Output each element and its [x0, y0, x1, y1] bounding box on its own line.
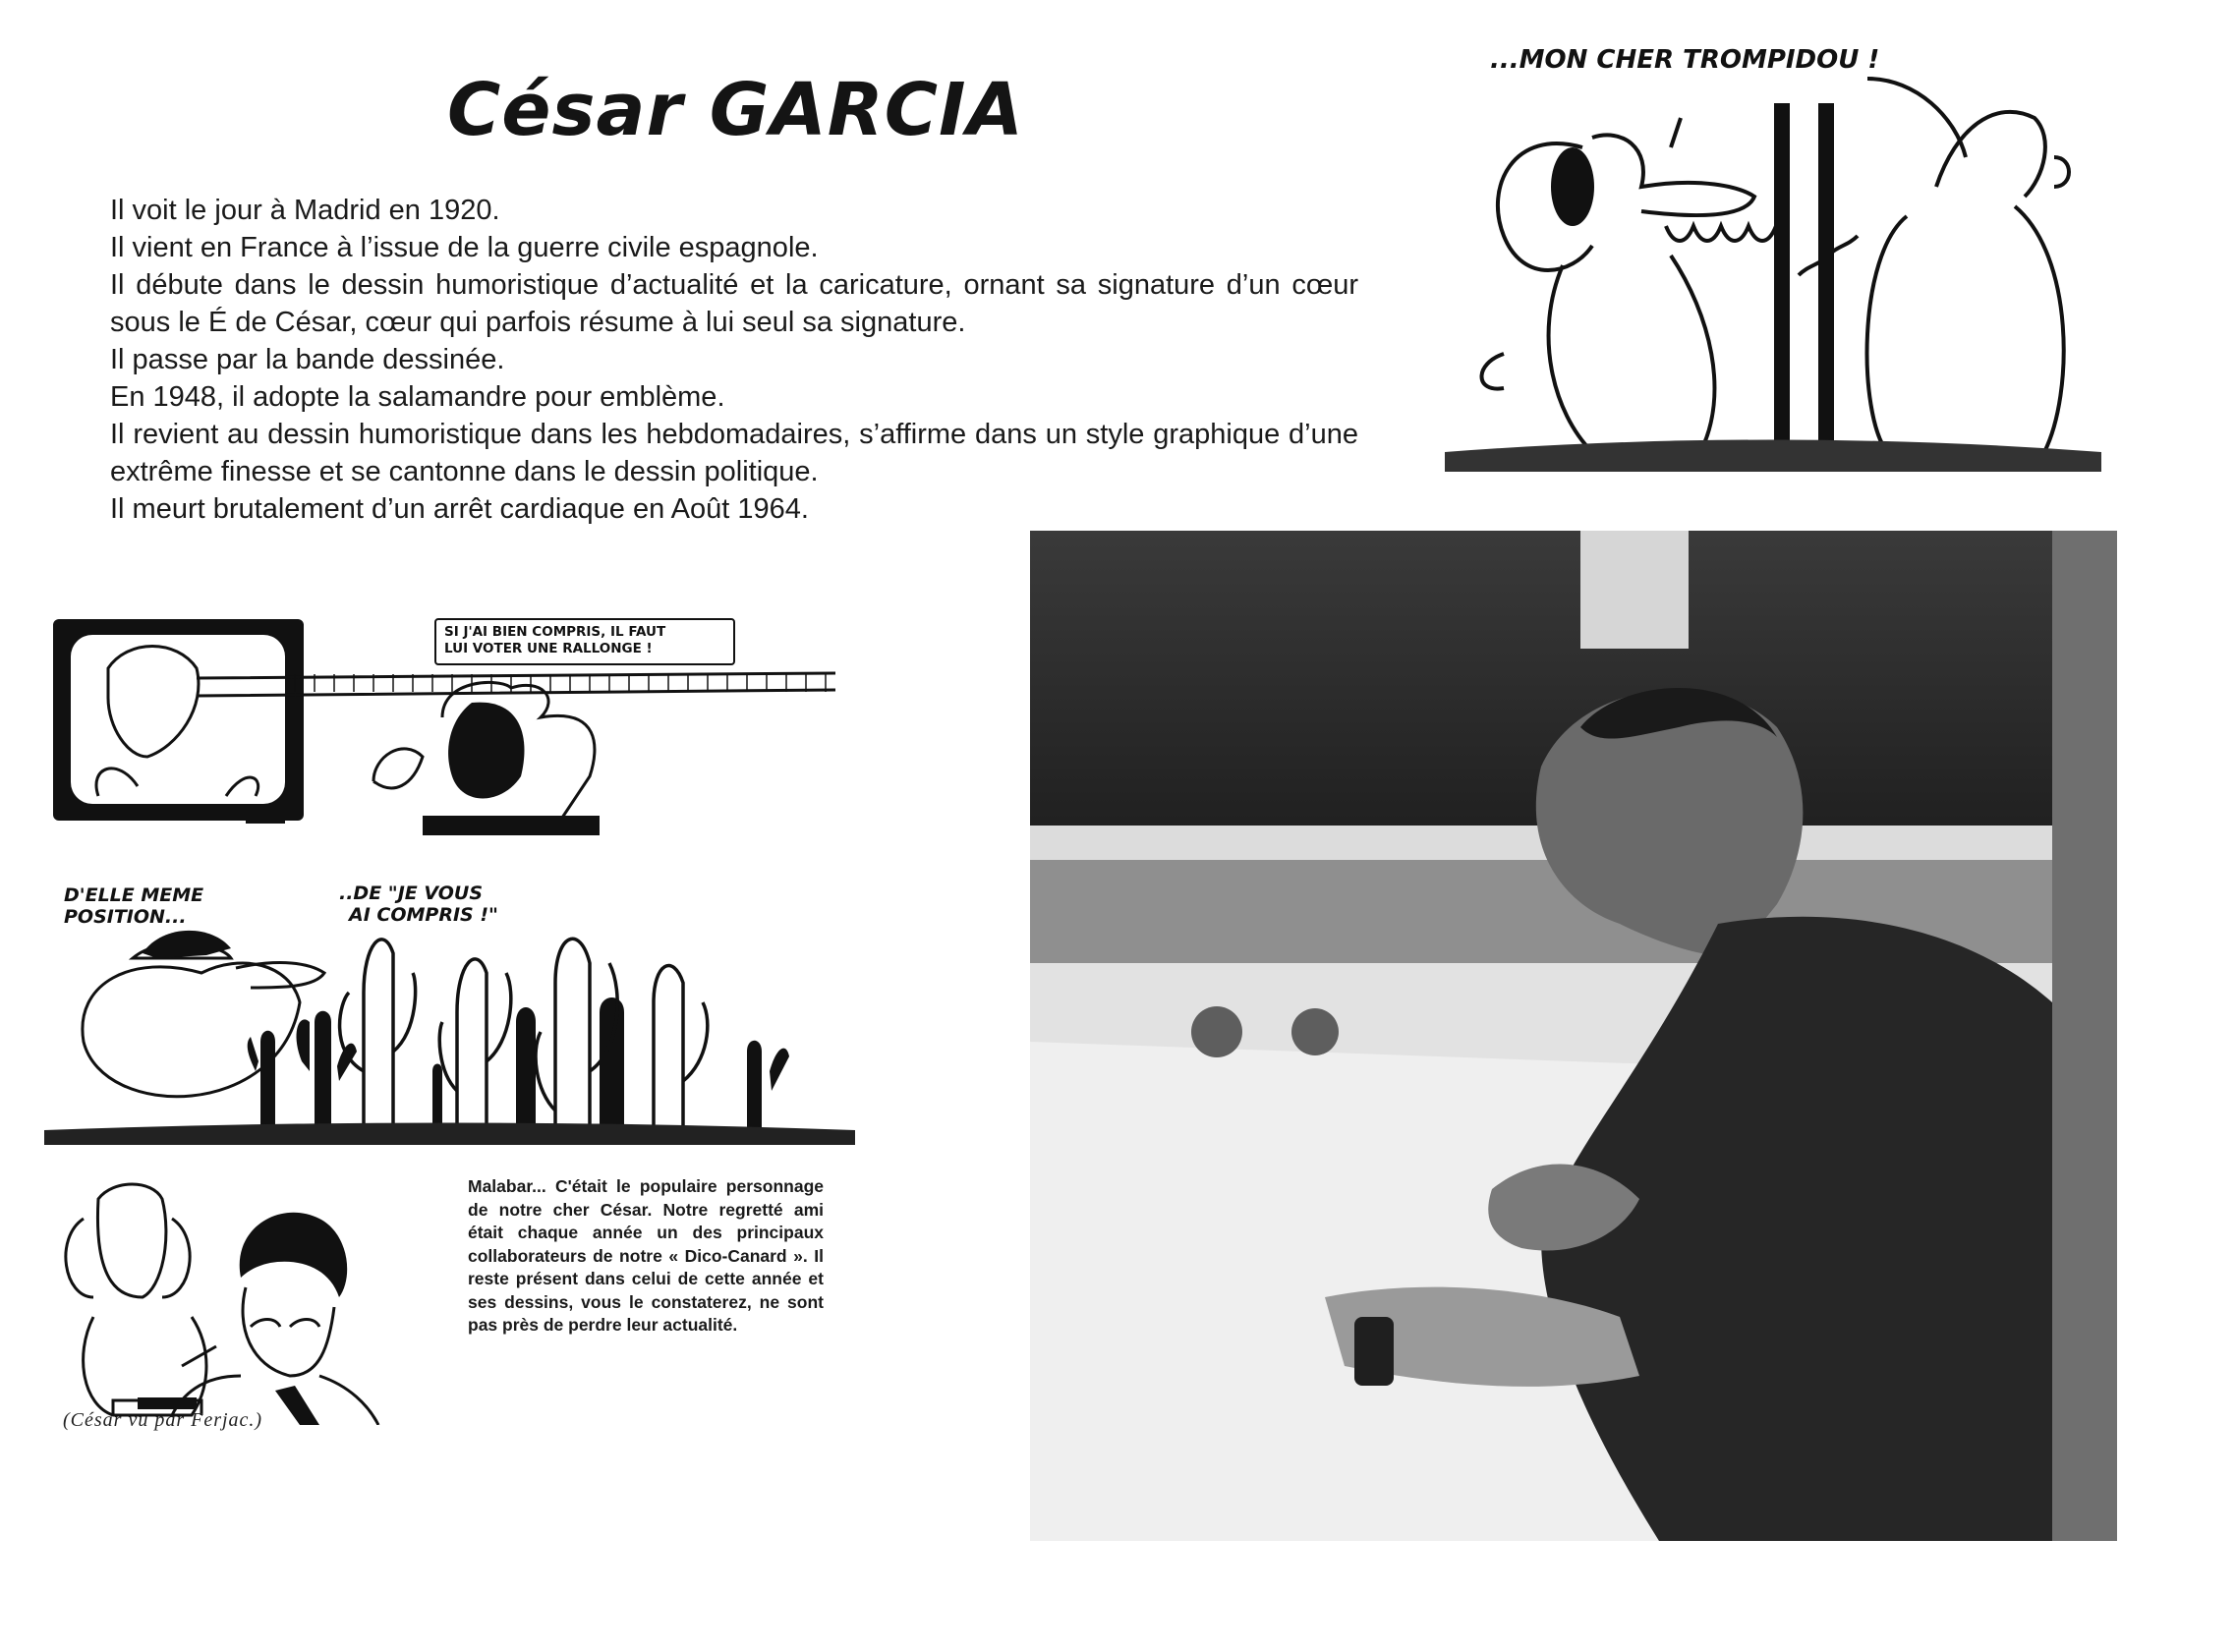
- caption-text: Malabar... C'était le populaire personnage de notre cher César. Notre regretté ami était chaque année un des principaux collaborateurs de notre « Dico-Canard ». Il reste présent dans celui de cette année et ses dessins, vous le constaterez, ne sont pas près de perdre leur actualité.: [468, 1176, 824, 1335]
- bio-line: En 1948, il adopte la salamandre pour emblème.: [110, 381, 725, 413]
- speech-line: LUI VOTER UNE RALLONGE !: [444, 641, 653, 656]
- biography: [110, 192, 1358, 528]
- artist-photo: [1030, 531, 2117, 1541]
- cartoon-portrait: [54, 1179, 428, 1425]
- page-title: César GARCIA: [447, 68, 1024, 152]
- cartoon-speech: ...MON CHER TROMPIDOU !: [1490, 45, 1880, 75]
- bio-line: Il débute dans le dessin humoristique d’actualité et la caricature, ornant sa signature d’un cœur sous le É de César, cœur qui parfois résume à lui seul sa signature.: [110, 269, 1358, 338]
- bio-line: Il voit le jour à Madrid en 1920.: [110, 195, 500, 226]
- cartoon-telephone: [1445, 39, 2101, 472]
- portrait-credit: (César vu par Ferjac.): [63, 1409, 263, 1431]
- speech-line: SI J'AI BIEN COMPRIS, IL FAUT: [444, 624, 666, 640]
- portrait-drawing: [54, 1179, 428, 1425]
- speech-line: AI COMPRIS !": [349, 904, 498, 926]
- speech-bubble: [434, 618, 735, 665]
- speech-line: ..DE "JE VOUS: [339, 883, 483, 904]
- cartoon-television: [49, 609, 855, 840]
- telephone-drawing: [1445, 39, 2101, 472]
- bio-line: Il meurt brutalement d’un arrêt cardiaque en Août 1964.: [110, 493, 809, 525]
- speech-line: POSITION...: [64, 906, 187, 928]
- bio-line: Il revient au dessin humoristique dans les hebdomadaires, s’affirme dans un style graphique d’une extrême finesse et se cantonne dans le dessin politique.: [110, 419, 1358, 487]
- bio-line: Il vient en France à l’issue de la guerre civile espagnole.: [110, 232, 819, 263]
- speech-line: D'ELLE MEME: [64, 884, 204, 906]
- photo-drawing: [1030, 531, 2117, 1541]
- bio-line: Il passe par la bande dessinée.: [110, 344, 505, 375]
- cartoon-cactus: [44, 865, 855, 1145]
